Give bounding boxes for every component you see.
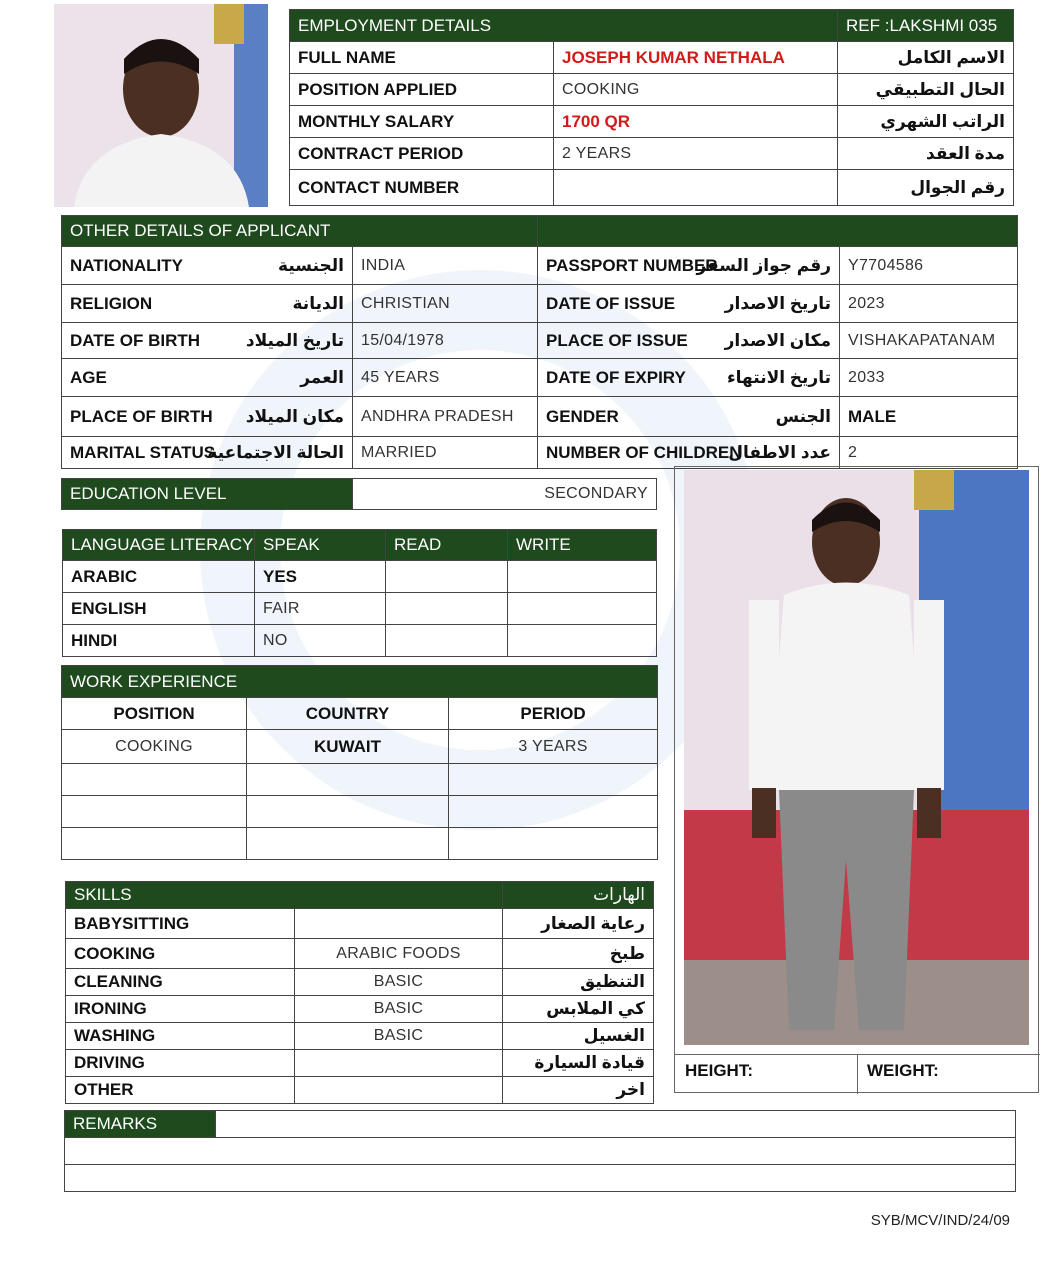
- language-table: [62, 529, 657, 657]
- marital-status-value: MARRIED: [353, 437, 538, 469]
- gender-label: GENDER: [538, 397, 688, 437]
- date-of-issue-value: 2023: [840, 285, 1018, 323]
- contract-period-arabic: مدة العقد: [838, 138, 1014, 170]
- place-of-issue-label: PLACE OF ISSUE: [538, 323, 688, 359]
- full-name-label: FULL NAME: [290, 42, 554, 74]
- arabic-read: [386, 561, 508, 593]
- passport-number-arabic: رقم جواز السفر: [688, 247, 840, 285]
- nationality-value: INDIA: [353, 247, 538, 285]
- skill-ironing: IRONING: [66, 996, 295, 1023]
- date-of-expiry-arabic: تاريخ الانتهاء: [688, 359, 840, 397]
- age-value: 45 YEARS: [353, 359, 538, 397]
- religion-label: RELIGION: [62, 285, 202, 323]
- skill-cleaning-arabic: التنظيق: [503, 969, 654, 996]
- hindi-speak: NO: [255, 625, 386, 657]
- date-of-birth-value: 15/04/1978: [353, 323, 538, 359]
- children-label: NUMBER OF CHILDREN: [538, 437, 688, 469]
- arabic-write: [508, 561, 657, 593]
- work-experience-table: [61, 665, 658, 860]
- remarks-line: [65, 1138, 1016, 1165]
- place-of-birth-label: PLACE OF BIRTH: [62, 397, 202, 437]
- remarks-value: [216, 1111, 1016, 1138]
- work-country-header: COUNTRY: [247, 698, 449, 730]
- skills-title: SKILLS: [66, 882, 503, 909]
- gender-arabic: الجنس: [688, 397, 840, 437]
- skill-cleaning: CLEANING: [66, 969, 295, 996]
- work-period-header: PERIOD: [449, 698, 658, 730]
- english-read: [386, 593, 508, 625]
- table-row: [62, 796, 247, 828]
- skill-driving-value: [295, 1050, 503, 1077]
- place-of-birth-value: ANDHRA PRADESH: [353, 397, 538, 437]
- skill-babysitting: BABYSITTING: [66, 909, 295, 939]
- full-name-value: JOSEPH KUMAR NETHALA: [554, 42, 838, 74]
- work-period-value: 3 YEARS: [449, 730, 658, 764]
- reference-number: REF :LAKSHMI 035: [838, 10, 1014, 42]
- nationality-label: NATIONALITY: [62, 247, 202, 285]
- position-applied-label: POSITION APPLIED: [290, 74, 554, 106]
- weight-label: WEIGHT:: [867, 1061, 939, 1080]
- religion-value: CHRISTIAN: [353, 285, 538, 323]
- date-of-expiry-label: DATE OF EXPIRY: [538, 359, 688, 397]
- employment-title: EMPLOYMENT DETAILS: [290, 10, 838, 42]
- age-label: AGE: [62, 359, 202, 397]
- skill-cooking-value: ARABIC FOODS: [295, 939, 503, 969]
- skill-washing-value: BASIC: [295, 1023, 503, 1050]
- language-arabic: ARABIC: [63, 561, 255, 593]
- work-country-value: KUWAIT: [247, 730, 449, 764]
- education-label: EDUCATION LEVEL: [62, 479, 353, 510]
- monthly-salary-value: 1700 QR: [554, 106, 838, 138]
- write-header: WRITE: [508, 530, 657, 561]
- contact-number-label: CONTACT NUMBER: [290, 170, 554, 206]
- education-value: SECONDARY: [353, 479, 657, 510]
- skills-title-arabic: الهارات: [503, 882, 654, 909]
- employment-table: [289, 9, 1014, 206]
- date-of-expiry-value: 2033: [840, 359, 1018, 397]
- contact-number-arabic: رقم الجوال: [838, 170, 1014, 206]
- portrait-photo: [54, 4, 268, 207]
- work-position-value: COOKING: [62, 730, 247, 764]
- place-of-birth-arabic: مكان الميلاد: [202, 397, 353, 437]
- language-header: LANGUAGE LITERACY: [63, 530, 255, 561]
- skill-cooking-arabic: طبخ: [503, 939, 654, 969]
- marital-status-label: MARITAL STATUS: [62, 437, 202, 469]
- position-applied-arabic: الحال التطبيقي: [838, 74, 1014, 106]
- english-speak: FAIR: [255, 593, 386, 625]
- age-arabic: العمر: [202, 359, 353, 397]
- work-experience-title: WORK EXPERIENCE: [62, 666, 658, 698]
- religion-arabic: الديانة: [202, 285, 353, 323]
- skill-cooking: COOKING: [66, 939, 295, 969]
- monthly-salary-label: MONTHLY SALARY: [290, 106, 554, 138]
- children-arabic: عدد الاطفال: [688, 437, 840, 469]
- date-of-birth-arabic: تاريخ الميلاد: [202, 323, 353, 359]
- skill-babysitting-value: [295, 909, 503, 939]
- table-row: [62, 828, 247, 860]
- english-write: [508, 593, 657, 625]
- remarks-label: REMARKS: [65, 1111, 216, 1138]
- date-of-issue-arabic: تاريخ الاصدار: [688, 285, 840, 323]
- position-applied-value: COOKING: [554, 74, 838, 106]
- skill-washing-arabic: الغسيل: [503, 1023, 654, 1050]
- other-details-table: [61, 215, 1018, 469]
- passport-number-label: PASSPORT NUMBER: [538, 247, 688, 285]
- skill-ironing-value: BASIC: [295, 996, 503, 1023]
- contact-number-value: [554, 170, 838, 206]
- monthly-salary-arabic: الراتب الشهري: [838, 106, 1014, 138]
- skill-driving-arabic: قيادة السيارة: [503, 1050, 654, 1077]
- contract-period-value: 2 YEARS: [554, 138, 838, 170]
- language-english: ENGLISH: [63, 593, 255, 625]
- skill-babysitting-arabic: رعاية الصغار: [503, 909, 654, 939]
- remarks-table: [64, 1110, 1016, 1192]
- hindi-read: [386, 625, 508, 657]
- skill-washing: WASHING: [66, 1023, 295, 1050]
- full-body-photo: [684, 470, 1029, 1045]
- work-position-header: POSITION: [62, 698, 247, 730]
- skill-cleaning-value: BASIC: [295, 969, 503, 996]
- speak-header: SPEAK: [255, 530, 386, 561]
- passport-number-value: Y7704586: [840, 247, 1018, 285]
- education-table: [61, 478, 657, 510]
- document-code: SYB/MCV/IND/24/09: [870, 1212, 1010, 1229]
- other-details-title: OTHER DETAILS OF APPLICANT: [62, 216, 538, 247]
- contract-period-label: CONTRACT PERIOD: [290, 138, 554, 170]
- nationality-arabic: الجنسية: [202, 247, 353, 285]
- height-label: HEIGHT:: [685, 1061, 753, 1080]
- language-hindi: HINDI: [63, 625, 255, 657]
- date-of-birth-label: DATE OF BIRTH: [62, 323, 202, 359]
- children-value: 2: [840, 437, 1018, 469]
- skill-driving: DRIVING: [66, 1050, 295, 1077]
- gender-value: MALE: [840, 397, 1018, 437]
- full-name-arabic: الاسم الكامل: [838, 42, 1014, 74]
- skill-other-value: [295, 1077, 503, 1104]
- marital-status-arabic: الحالة الاجتماعية: [202, 437, 353, 469]
- skill-other-arabic: اخر: [503, 1077, 654, 1104]
- full-body-photo-frame: [674, 466, 1039, 1093]
- arabic-speak: YES: [255, 561, 386, 593]
- skill-ironing-arabic: كي الملابس: [503, 996, 654, 1023]
- remarks-line: [65, 1165, 1016, 1192]
- place-of-issue-value: VISHAKAPATANAM: [840, 323, 1018, 359]
- date-of-issue-label: DATE OF ISSUE: [538, 285, 688, 323]
- hindi-write: [508, 625, 657, 657]
- place-of-issue-arabic: مكان الاصدار: [688, 323, 840, 359]
- read-header: READ: [386, 530, 508, 561]
- skill-other: OTHER: [66, 1077, 295, 1104]
- skills-table: [65, 881, 654, 1104]
- table-row: [62, 764, 247, 796]
